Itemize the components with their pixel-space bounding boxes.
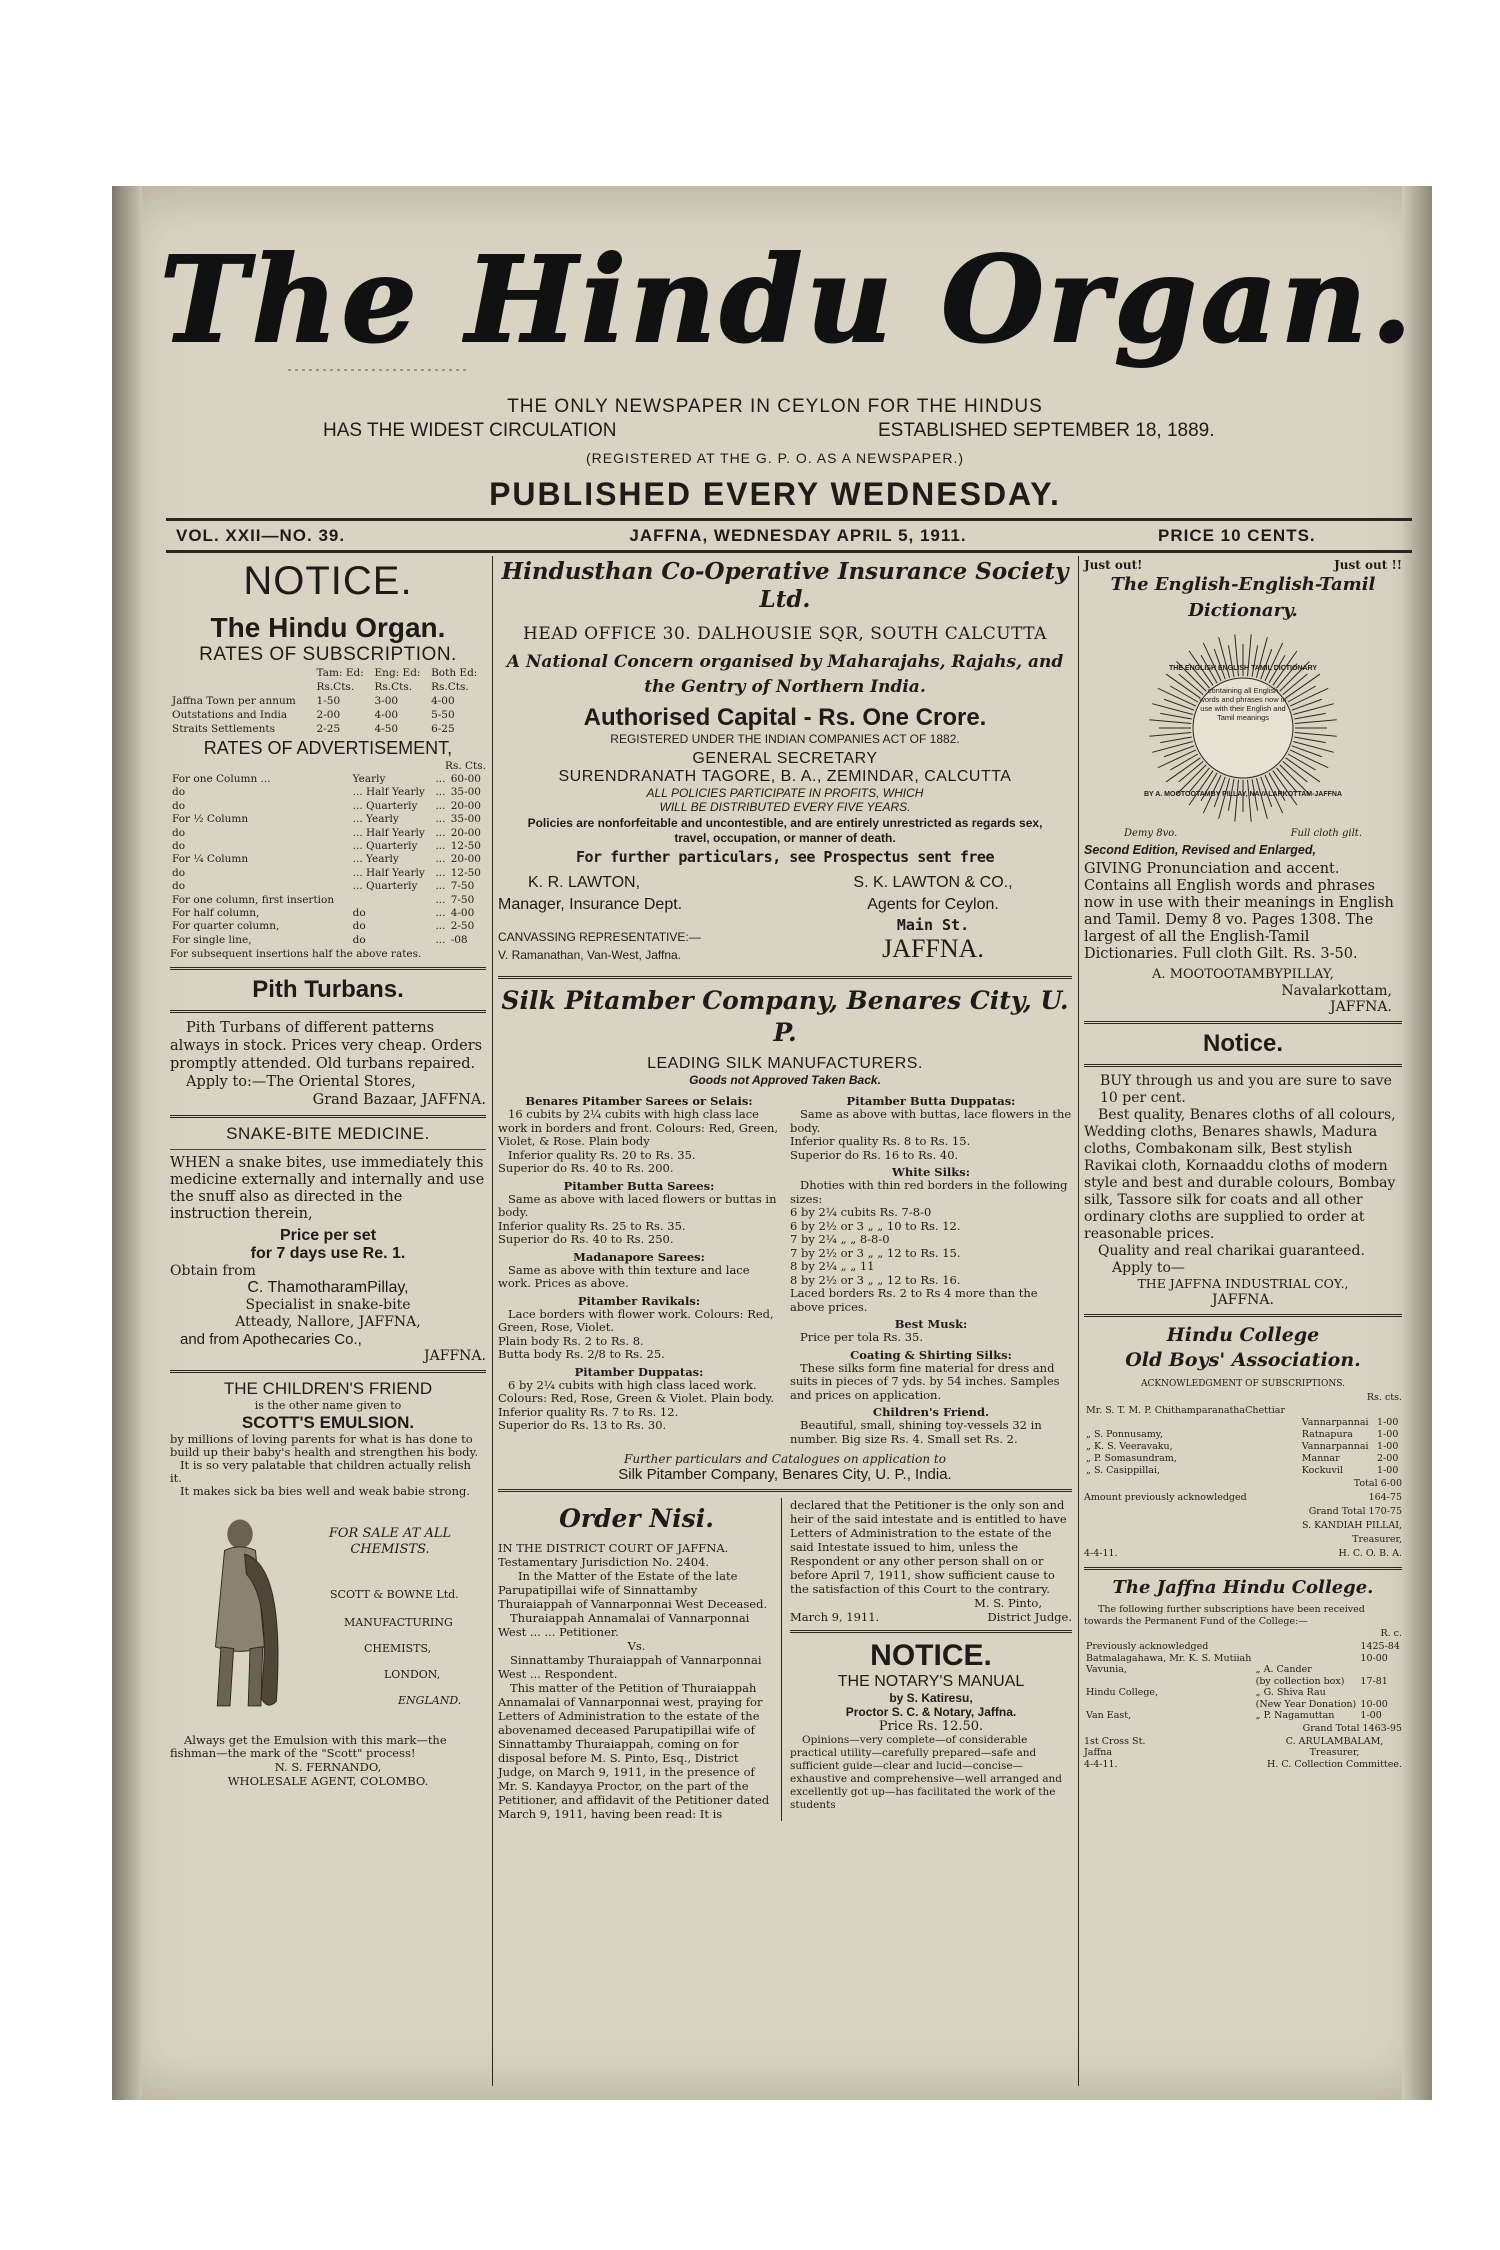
paper-name: The Hindu Organ.	[210, 612, 446, 643]
hc-sign-3: H. C. O. B. A.	[1338, 1548, 1402, 1559]
hindu-college-title: Hindu College	[1166, 1324, 1320, 1346]
children-title: THE CHILDREN'S FRIEND	[223, 1379, 433, 1399]
children-sub: is the other name given to	[254, 1399, 402, 1413]
snake-jaffna: JAFFNA.	[424, 1348, 486, 1365]
demy: Demy 8vo.	[1124, 828, 1178, 839]
adv-note: For subsequent insertions half the above rates.	[170, 948, 422, 961]
silk-body: Beautiful, small, shining toy-vessels 32 in number. Big size Rs. 4. Small set Rs. 2.	[790, 1418, 1042, 1446]
silk-body: Inferior quality Rs. 20 to Rs. 35. Superior do Rs. 40 to Rs. 200.	[498, 1147, 696, 1175]
silk-columns	[498, 1091, 1072, 1446]
snake-body: WHEN a snake bites, use immediately this medicine externally and internally and use the snuff also as directed in the instruction therein,	[170, 1155, 485, 1223]
silk-heading: Pitamber Butta Sarees:	[563, 1178, 715, 1193]
silk-address: Silk Pitamber Company, Benares City, U. P., India.	[618, 1466, 952, 1483]
sun-ray	[1228, 645, 1234, 677]
rule	[166, 518, 1412, 521]
snake-title: SNAKE-BITE MEDICINE.	[226, 1124, 430, 1144]
jhc-foot	[1084, 1736, 1402, 1771]
chemists: CHEMISTS,	[364, 1642, 432, 1656]
silk-lead: LEADING SILK MANUFACTURERS.	[647, 1055, 923, 1072]
hc-grand: Grand Total 170-75	[1308, 1506, 1402, 1517]
tagline: THE ONLY NEWSPAPER IN CEYLON FOR THE HINDUS	[507, 396, 1043, 417]
emulsion-advert	[170, 1498, 486, 1734]
snake-price: Price per set	[279, 1227, 377, 1245]
table-row: Straits Settlements 2-25 4-50 6-25	[172, 723, 455, 735]
sun-ray	[1235, 780, 1239, 822]
masthead	[159, 206, 1417, 406]
hc-sign-2: Treasurer,	[1352, 1534, 1402, 1545]
silk-heading: Pitamber Duppatas:	[574, 1364, 704, 1379]
lower-middle	[498, 1498, 1072, 1821]
column-left	[170, 558, 486, 1788]
order-title: Order Nisi.	[559, 1504, 714, 1533]
sun-center-text: containing all English words and phrases now in use with their English and Tamil meanings	[1199, 686, 1287, 722]
fishman-illustration	[190, 1502, 290, 1728]
just-out-2: Just out !!	[1334, 558, 1402, 572]
adv-unit: Rs. Cts.	[445, 760, 486, 772]
silk-body: Dhoties with thin red borders in the following sizes: 6 by 2¼ cubits Rs. 7-8-0 6 by 2½ or 3 „ „ 10 to Rs. 12. 7 by 2¼ „ „ 8-8-0 7 by 2½ or 3 „ „ 12 to Rs. 15. 8 by 2¼ „ „ 11 8 by 2½ or 3 „ „ 12 to Rs. 16. Laced borders Rs. 2 to Rs 4 more than the above prices.	[790, 1178, 1068, 1314]
table-row: For one Column ... Yearly ... 60-00	[172, 773, 481, 785]
agent-name: N. S. FERNANDO,	[274, 1760, 382, 1775]
hc-date: 4-4-11.	[1084, 1548, 1118, 1559]
table-row: (by collection box) 17-81	[1255, 1675, 1388, 1687]
order-jurisdiction: Testamentary Jurisdiction No. 2404.	[498, 1555, 710, 1569]
sun-ray	[1219, 778, 1230, 819]
silk-heading: Pitamber Ravikals:	[577, 1293, 701, 1308]
silk-heading: Madanapore Sarees:	[573, 1249, 705, 1264]
scotts-emulsion: SCOTT'S EMULSION.	[241, 1413, 415, 1433]
dictionary-place: Navalarkottam,	[1281, 983, 1392, 999]
notice-quality: Quality and real charikai guaranteed.	[1098, 1243, 1365, 1259]
jhc-jaffna: Jaffna	[1084, 1747, 1113, 1758]
insurance-contacts	[498, 874, 1072, 970]
agent-co: S. K. LAWTON & CO.,	[853, 874, 1013, 891]
children-body: by millions of loving parents for what is has done to build up their baby's health and strengthen his body.	[170, 1432, 479, 1460]
jhc-date: 4-4-11.	[1084, 1758, 1118, 1770]
notary-author: by S. Katiresu,	[889, 1691, 973, 1705]
snake-apothecaries: and from Apothecaries Co.,	[180, 1331, 362, 1349]
policies-2: WILL BE DISTRIBUTED EVERY FIVE YEARS.	[659, 800, 911, 814]
jhc-table	[1084, 1641, 1402, 1722]
established: ESTABLISHED SEPTEMBER 18, 1889.	[878, 420, 1215, 441]
jhc-treasurer-name: C. ARULAMBALAM,	[1285, 1735, 1384, 1747]
just-out-1: Just out!	[1084, 558, 1143, 572]
children-body-3: It makes sick ba bies well and weak babie strong.	[180, 1484, 470, 1499]
hc-foot	[1084, 1547, 1402, 1561]
silk-heading: Coating & Shirting Silks:	[850, 1347, 1012, 1362]
silk-title: Silk Pitamber Company, Benares City, U. P.	[501, 986, 1069, 1047]
table-row: „ P. Somasundram, Mannar 2-00	[1086, 1453, 1399, 1464]
dateline: JAFFNA, WEDNESDAY APRIL 5, 1911.	[629, 526, 967, 545]
column-middle	[498, 558, 1072, 1821]
old-boys-title: Old Boys' Association.	[1125, 1349, 1361, 1371]
silk-body: Same as above with buttas, lace flowers in the body. Inferior quality Rs. 8 to Rs. 15. Superior do Rs. 16 to Rs. 40.	[790, 1107, 1072, 1162]
table-row: do ... Quarterly ... 20-00	[172, 799, 481, 812]
notice-body: Best quality, Benares cloths of all colours, Wedding cloths, Benares shawls, Madura cloths, Combakonam silk, Best stylish Ravikai cloth, Kornaaddu cloths of modern style and best and durable colours, Bombay silk, Tassore silk for coats and all other ordinary cloths are supplied to order at reasonable prices.	[1084, 1107, 1396, 1242]
sun-ray	[1252, 645, 1258, 677]
masthead-title	[159, 206, 1417, 406]
order-respondent: Sinnattamby Thuraiappah of Vannarponnai West ... Respondent.	[498, 1653, 762, 1681]
table-row: For ¼ Column ... Yearly ... 20-00	[172, 853, 481, 866]
for-sale: FOR SALE AT ALL CHEMISTS.	[328, 1526, 452, 1558]
circulation: HAS THE WIDEST CIRCULATION	[323, 420, 617, 441]
column-rule	[1078, 556, 1079, 2086]
table-row: For quarter column, do ... 2-50	[172, 920, 475, 933]
silk-heading: Pitamber Butta Duppatas:	[846, 1094, 1016, 1108]
silk-body: Same as above with thin texture and lace work. Prices as above.	[498, 1262, 750, 1290]
notice-apply: Apply to—	[1112, 1260, 1185, 1276]
sun-ray	[1149, 733, 1191, 737]
pith-body: Pith Turbans of different patterns always in stock. Prices very cheap. Orders promptly attended. Old turbans repaired.	[170, 1020, 483, 1073]
notary-manual: THE NOTARY'S MANUAL	[837, 1673, 1025, 1690]
silk-left	[498, 1091, 780, 1446]
hc-sign-1: S. KANDIAH PILLAI,	[1301, 1520, 1402, 1531]
scott-bowne: SCOTT & BOWNE Ltd.	[330, 1588, 459, 1602]
sun-ray	[1295, 733, 1337, 737]
order-body: This matter of the Petition of Thuraiappah Annamalai of Vannarponnai west, praying for Letters of Administration to the estate of the abovenamed deceased Parupatipillai wife of Sinnattamby Thuraiappah, coming on for disposal before M. S. Pinto, Esq., District Judge, on March 9, 1911, in the presence of Mr. S. Kandayya Proctor, on the part of the Petitioner, and affidavit of the Petitioner dated March 9, 1911, having been read: It is	[498, 1681, 770, 1821]
notice-right-title: Notice.	[1202, 1030, 1283, 1057]
industrial-coy: THE JAFFNA INDUSTRIAL COY.,	[1137, 1276, 1349, 1291]
lawton-name: K. R. LAWTON,	[528, 874, 641, 891]
table-row: Outstations and India 2-00 4-00 5-50	[172, 709, 455, 721]
jhc-grand: Grand Total 1463-95	[1302, 1722, 1402, 1734]
snake-obtain: Obtain from	[170, 1263, 256, 1280]
hc-previous	[1084, 1491, 1402, 1505]
sun-ray	[1160, 713, 1192, 719]
snake-name: C. ThamotharamPillay,	[247, 1279, 409, 1297]
table-row: Vavunia, „ A. Cander	[1086, 1664, 1312, 1675]
dictionary-title: The English-English-Tamil Dictionary.	[1110, 574, 1376, 621]
table-row: „ K. S. Veeravaku, Vannarpannai 1-00	[1086, 1441, 1399, 1452]
volume: VOL. XXII—NO. 39.	[176, 526, 346, 545]
jhc-committee: H. C. Collection Committee.	[1267, 1758, 1402, 1770]
main-st: Main St.	[896, 916, 970, 934]
pith-apply: Apply to:—The Oriental Stores,	[186, 1074, 416, 1091]
silk-body: Same as above with laced flowers or buttas in body. Inferior quality Rs. 25 to Rs. 35. Superior do Rs. 40 to Rs. 250.	[498, 1191, 777, 1246]
sun-ray	[1160, 737, 1192, 743]
hc-total: Total 6-00	[1353, 1478, 1402, 1489]
dict-format	[1084, 828, 1402, 839]
hc-prev-value: 164-75	[1368, 1492, 1402, 1503]
silk-heading: Best Musk:	[894, 1317, 968, 1331]
order-matter: In the Matter of the Estate of the late Parupatipillai wife of Sinnattamby Thuraiappah of Vannarponnai West Deceased.	[498, 1569, 768, 1611]
pith-address: Grand Bazaar, JAFFNA.	[312, 1092, 486, 1109]
children-body-2: It is so very palatable that children actually relish it.	[170, 1458, 471, 1486]
order-footer	[790, 1610, 1072, 1624]
table-row: For one column, first insertion ... 7-50	[172, 893, 475, 906]
silk-goods: Goods not Approved Taken Back.	[689, 1073, 881, 1087]
table-row: For ½ Column ... Yearly ... 35-00	[172, 813, 481, 826]
pith-title: Pith Turbans.	[252, 976, 404, 1004]
column-rule	[492, 556, 493, 2086]
order-judge: District Judge.	[987, 1610, 1072, 1624]
sun-ray	[1152, 704, 1193, 715]
silk-heading: Benares Pitamber Sarees or Selais:	[525, 1094, 753, 1108]
order-petitioner: Thuraiappah Annamalai of Vannarponnai West ... ... Petitioner.	[498, 1611, 750, 1639]
silk-further: Further particulars and Catalogues on application to	[624, 1452, 946, 1466]
order-nisi	[498, 1498, 782, 1821]
table-row: For single line, do ... -08	[172, 933, 468, 946]
notary-proctor: Proctor S. C. & Notary, Jaffna.	[845, 1705, 1017, 1719]
table-row: Jaffna Town per annum 1-50 3-00 4-00	[172, 695, 455, 707]
silk-heading: White Silks:	[891, 1165, 970, 1179]
price: PRICE 10 CENTS.	[1158, 526, 1316, 545]
sun-text: BY A. MOOTOOTAMBY PILLAY, NAVALARKOTTAM-JAFFNA	[1143, 791, 1343, 798]
insurance-title: Hindusthan Co-Operative Insurance Society Ltd.	[501, 558, 1069, 613]
adv-title: RATES OF ADVERTISEMENT,	[203, 738, 453, 758]
policies-1: ALL POLICIES PARTICIPATE IN PROFITS, WHICH	[646, 786, 924, 800]
representative: V. Ramanathan, Van-West, Jaffna.	[498, 948, 681, 962]
table-row: „ S. Ponnusamy, Ratnapura 1-00	[1086, 1429, 1399, 1440]
silk-right	[790, 1091, 1072, 1446]
sun-ray	[1294, 713, 1326, 719]
agent-place: WHOLESALE AGENT, COLOMBO.	[227, 1774, 429, 1789]
lawton-role: Manager, Insurance Dept.	[498, 896, 683, 913]
newspaper-page	[112, 186, 1432, 2100]
sun-ray	[1295, 720, 1337, 724]
column-right	[1084, 558, 1402, 1770]
sun-ray	[1293, 741, 1334, 752]
table-row: Batmalagahawa, Mr. K. S. Mutiiah 10-00	[1086, 1652, 1388, 1664]
rates-title: RATES OF SUBSCRIPTION.	[199, 644, 457, 665]
subscription-table: Tam: Ed: Eng: Ed: Both Ed: Rs.Cts. Rs.Cts. Rs.Cts. Jaffna Town per annum 1-50 3-00 4-00 Outstations and India 2-00 4-00 5-50 Straits Settlements 2-25 4-50 6-25	[170, 666, 486, 736]
notice-buy: BUY through us and you are sure to save 10 per cent.	[1100, 1073, 1392, 1106]
general-secretary: GENERAL SECRETARY	[692, 750, 878, 767]
dictionary-body: GIVING Pronunciation and accent. Contains all English words and phrases now in use with their meanings in English and Tamil. Demy 8 vo. Pages 1308. The largest of all the English-Tamil Dictionaries. Full cloth Gilt. Rs. 3-50.	[1084, 861, 1394, 962]
order-continued	[790, 1498, 1072, 1821]
table-row: Hindu College, „ G. Shiva Rau	[1086, 1687, 1326, 1698]
insurance-capital: Authorised Capital - Rs. One Crore.	[583, 704, 987, 731]
sun-ray	[1149, 720, 1191, 724]
table-row: For half column, do ... 4-00	[172, 907, 475, 920]
just-out	[1084, 558, 1402, 572]
table-row: Previously acknowledged 1425-84	[1086, 1641, 1400, 1652]
silk-body: Price per tola Rs. 35.	[800, 1330, 924, 1344]
acknowledgment: ACKNOWLEDGMENT OF SUBSCRIPTIONS.	[1141, 1379, 1345, 1389]
insurance-office: HEAD OFFICE 30. DALHOUSIE SQR, SOUTH CALCUTTA	[523, 624, 1047, 644]
jhc-intro: The following further subscriptions have been received towards the Permanent Fund of the College:—	[1084, 1604, 1365, 1627]
always-get: Always get the Emulsion with this mark—the fishman—the mark of the "Scott" process!	[170, 1733, 447, 1761]
jaffna-hindu-college-title: The Jaffna Hindu College.	[1112, 1577, 1374, 1598]
sun-ray	[1294, 737, 1326, 743]
right-edge	[1402, 186, 1432, 2100]
insurance-national: A National Concern organised by Maharajahs, Rajahs, and the Gentry of Northern India.	[506, 652, 1064, 697]
table-row: „ S. Casippillai, Kockuvil 1-00	[1086, 1465, 1399, 1476]
hc-prev-label: Amount previously acknowledged	[1084, 1492, 1247, 1503]
table-row: (New Year Donation) 10-00	[1255, 1698, 1388, 1710]
jhc-treasurer: Treasurer,	[1309, 1747, 1360, 1758]
sun-text: THE ENGLISH ENGLISH TAMIL DICTIONARY	[1168, 665, 1318, 672]
second-edition: Second Edition, Revised and Enlarged,	[1084, 843, 1316, 857]
table-row: do ... Quarterly ... 12-50	[172, 840, 481, 853]
policies-terms: Policies are nonforfeitable and uncontestible, and are entirely unrestricted as regards sex, travel, occupation, or manner of death.	[527, 816, 1043, 845]
silk-body: These silks form fine material for dress and suits in pieces of 7 yds. by 54 inches. Samples and prices on application.	[790, 1360, 1060, 1402]
jhc-unit: R. c.	[1380, 1628, 1402, 1639]
table-row: do ... Quarterly ... 7-50	[172, 880, 475, 893]
insurance-registered: REGISTERED UNDER THE INDIAN COMPANIES ACT OF 1882.	[610, 732, 960, 746]
order-court: IN THE DISTRICT COURT OF JAFFNA.	[498, 1541, 729, 1555]
table-row: do ... Half Yearly ... 35-00	[172, 786, 481, 799]
notice-title: NOTICE.	[243, 559, 413, 603]
jaffna: JAFFNA.	[882, 934, 984, 963]
dictionary-emblem	[1084, 628, 1402, 828]
table-row: Mr. S. T. M. P. ChithamparanathaChettiar	[1086, 1405, 1285, 1416]
notary-price: Price Rs. 12.50.	[878, 1719, 984, 1734]
silk-body: Lace borders with flower work. Colours: Red, Green, Rose, Violet. Plain body Rs. 2 to Rs. 8. Butta body Rs. 2/8 to Rs. 25.	[498, 1306, 774, 1361]
jhc-street: 1st Cross St.	[1084, 1735, 1146, 1747]
advertisement-table	[170, 773, 486, 947]
england: ENGLAND.	[398, 1694, 462, 1708]
table-row: Vannarpannai 1-00	[1301, 1417, 1399, 1428]
london: LONDON,	[384, 1668, 441, 1682]
silk-body: 6 by 2¼ cubits with high class laced work. Colours: Red, Rose, Green & Violet. Plain body. Inferior quality Rs. 7 to Rs. 12. Superior do Rs. 13 to Rs. 30.	[498, 1377, 775, 1432]
sun-ray	[1293, 704, 1334, 715]
prospectus-line: For further particulars, see Prospectus sent free	[575, 848, 994, 866]
order-date: March 9, 1911.	[790, 1610, 880, 1624]
table-row: do ... Half Yearly ... 12-50	[172, 866, 481, 879]
full-cloth: Full cloth gilt.	[1290, 828, 1362, 839]
snake-addr: Atteady, Nallore, JAFFNA,	[235, 1314, 421, 1331]
table-row: Van East, „ P. Nagamuttan 1-00	[1086, 1710, 1382, 1721]
silk-body: 16 cubits by 2¼ cubits with high class lace work in borders and front. Colours: Red, Green, Violet, & Rose. Plain body	[498, 1107, 779, 1148]
industrial-jaffna: JAFFNA.	[1212, 1292, 1274, 1308]
sunburst-emblem	[1143, 628, 1343, 828]
agents-ceylon: Agents for Ceylon.	[867, 896, 999, 913]
manufacturing: MANUFACTURING	[344, 1616, 453, 1630]
secretary-name: SURENDRANATH TAGORE, B. A., ZEMINDAR, CALCUTTA	[558, 768, 1012, 785]
dictionary-author: A. MOOTOOTAMBYPILLAY,	[1152, 967, 1334, 982]
notary-opinions: Opinions—very complete—of considerable practical utility—carefully prepared—safe and sufficient guide—clear and lucid—concise—exhaustive and comprehensive—well arranged and excellently got up—has facilitated the work of the students	[790, 1734, 1063, 1811]
order-declared: declared that the Petitioner is the only son and heir of the said intestate and is entitled to have Letters of Administration to the estate of the said Intestate issued to him, unless the Respondent or any other person shall on or before April 7, 1911, show sufficient cause to the satisfaction of this Court to the contrary.	[790, 1498, 1067, 1596]
silk-heading: Children's Friend.	[872, 1405, 990, 1419]
svg-text:The Hindu Organ.: The Hindu Organ.	[159, 230, 1417, 369]
order-vs: Vs.	[627, 1639, 646, 1653]
hc-table	[1084, 1405, 1402, 1477]
registered: (REGISTERED AT THE G. P. O. AS A NEWSPAPER.)	[585, 450, 965, 466]
dictionary-jaffna: JAFFNA.	[1330, 999, 1392, 1015]
table-row: do ... Half Yearly ... 20-00	[172, 826, 481, 839]
snake-spec: Specialist in snake-bite	[245, 1297, 411, 1314]
sun-ray	[1256, 778, 1267, 819]
order-sign: M. S. Pinto,	[974, 1596, 1042, 1610]
published: PUBLISHED EVERY WEDNESDAY.	[489, 476, 1061, 512]
binding-edge	[112, 186, 142, 2100]
rule	[166, 550, 1412, 553]
hc-unit: Rs. cts.	[1366, 1392, 1402, 1403]
sun-ray	[1248, 780, 1252, 822]
notary-notice-title: NOTICE.	[870, 1639, 992, 1672]
canvassing: CANVASSING REPRESENTATIVE:—	[498, 930, 701, 944]
sun-ray	[1152, 741, 1193, 752]
snake-price-days: for 7 days use Re. 1.	[250, 1245, 406, 1263]
